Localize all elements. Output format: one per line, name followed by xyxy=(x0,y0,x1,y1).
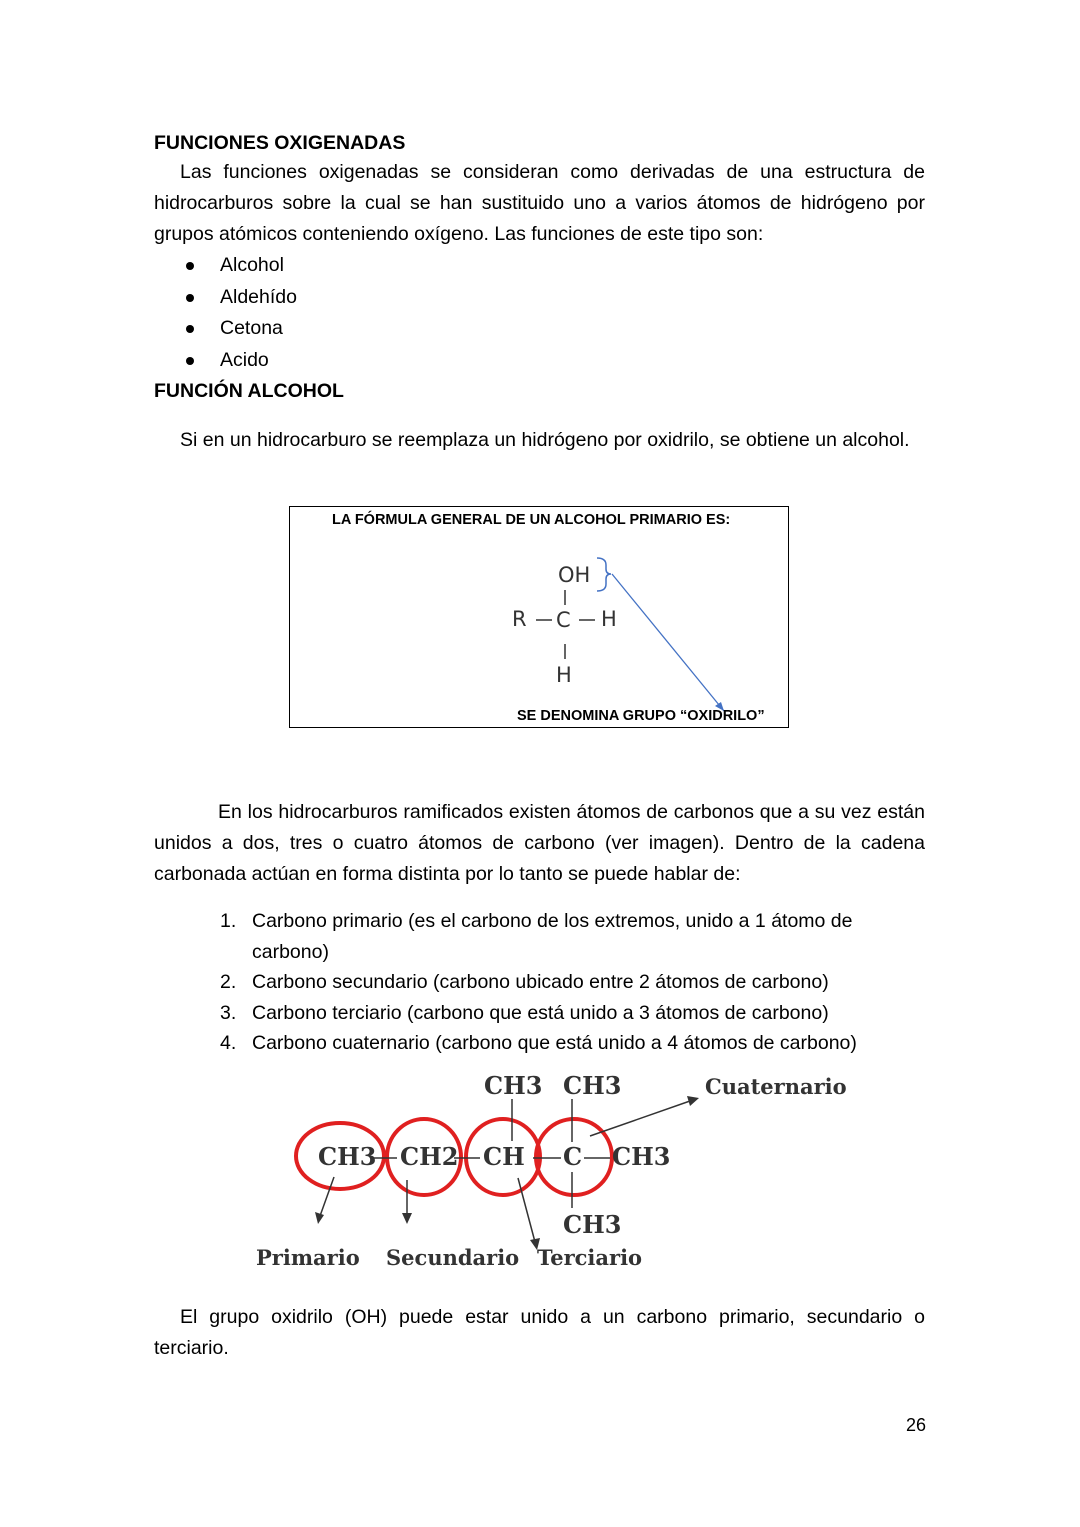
list-item: Cetona xyxy=(154,313,925,345)
label-primario: Primario xyxy=(256,1245,360,1270)
arrow-line xyxy=(612,574,724,711)
list-item: 2. Carbono secundario (carbono ubicado entre 2 átomos de carbono) xyxy=(220,971,829,993)
list-item: 3. Carbono terciario (carbono que está unido a 3 átomos de carbono) xyxy=(220,1001,829,1024)
carbon-chain-diagram xyxy=(250,1066,850,1276)
group-ch: CH xyxy=(483,1142,525,1171)
arrow-head-icon xyxy=(687,1096,699,1106)
paragraph-funcion-alcohol: Si en un hidrocarburo se reemplaza un hidrógeno por oxidrilo, se obtiene un alcohol. xyxy=(180,429,910,451)
list-item: 4. Carbono cuaternario (carbono que está unido a 4 átomos de carbono) xyxy=(220,1032,857,1054)
group-ch2: CH2 xyxy=(400,1142,459,1171)
oxygenated-functions-list xyxy=(154,250,925,376)
list-item: Aldehído xyxy=(154,282,925,314)
page-number: 26 xyxy=(906,1415,927,1435)
carbon-types-list xyxy=(154,906,925,1059)
branch-ch3-top-1: CH3 xyxy=(484,1071,543,1100)
brace-icon xyxy=(597,558,611,591)
paragraph-hidrocarburos-ramificados: En los hidrocarburos ramificados existen átomos de carbonos que a su vez están unidos a dos, tres o cuatro átomos de carbono (ver imagen). Dentro de la cadena carbonada actúan en forma distinta por lo tanto se puede hablar de: xyxy=(154,801,925,885)
bullet-icon xyxy=(186,357,194,365)
label-terciario: Terciario xyxy=(537,1245,643,1270)
arrow-cuaternario xyxy=(590,1101,690,1136)
arrow-primario xyxy=(320,1177,334,1216)
bullet-icon xyxy=(186,325,194,333)
alcohol-formula-figure xyxy=(289,506,789,728)
formula-structure xyxy=(290,507,790,729)
group-ch3-left: CH3 xyxy=(318,1142,377,1171)
branch-ch3-top-2: CH3 xyxy=(563,1071,622,1100)
section-title-funciones-oxigenadas: FUNCIONES OXIGENADAS xyxy=(154,132,406,154)
paragraph-grupo-oxidrilo: El grupo oxidrilo (OH) puede estar unido a un carbono primario, secundario o terciario. xyxy=(154,1306,925,1359)
list-item: Acido xyxy=(154,345,925,377)
label-secundario: Secundario xyxy=(386,1245,520,1270)
section-title-funcion-alcohol: FUNCIÓN ALCOHOL xyxy=(154,380,344,402)
arrow-head-icon xyxy=(315,1212,324,1224)
group-c: C xyxy=(563,1142,583,1171)
label-cuaternario: Cuaternario xyxy=(705,1074,847,1099)
list-item: Alcohol xyxy=(154,250,925,282)
atom-c: C xyxy=(556,608,571,632)
bullet-icon xyxy=(186,294,194,302)
formula-caption: SE DENOMINA GRUPO “OXIDRILO” xyxy=(517,708,765,724)
formula-title: LA FÓRMULA GENERAL DE UN ALCOHOL PRIMARIO ES: xyxy=(332,512,731,528)
atom-oh: OH xyxy=(558,563,591,587)
arrow-head-icon xyxy=(402,1213,412,1224)
list-item: 1. Carbono primario (es el carbono de los extremos, unido a 1 átomo de carbono) xyxy=(220,910,853,963)
branch-ch3-bottom: CH3 xyxy=(563,1210,622,1239)
atom-h-right: H xyxy=(601,607,617,631)
group-ch3-right: CH3 xyxy=(612,1142,671,1171)
atom-h-bottom: H xyxy=(556,663,572,687)
paragraph-funciones-oxigenadas: Las funciones oxigenadas se consideran como derivadas de una estructura de hidrocarburos sobre la cual se han sustituido uno a varios átomos de hidrógeno por grupos atómicos conteniendo oxígeno. Las funciones de este tipo son: xyxy=(154,161,925,245)
atom-r: R xyxy=(512,607,527,631)
bullet-icon xyxy=(186,262,194,270)
